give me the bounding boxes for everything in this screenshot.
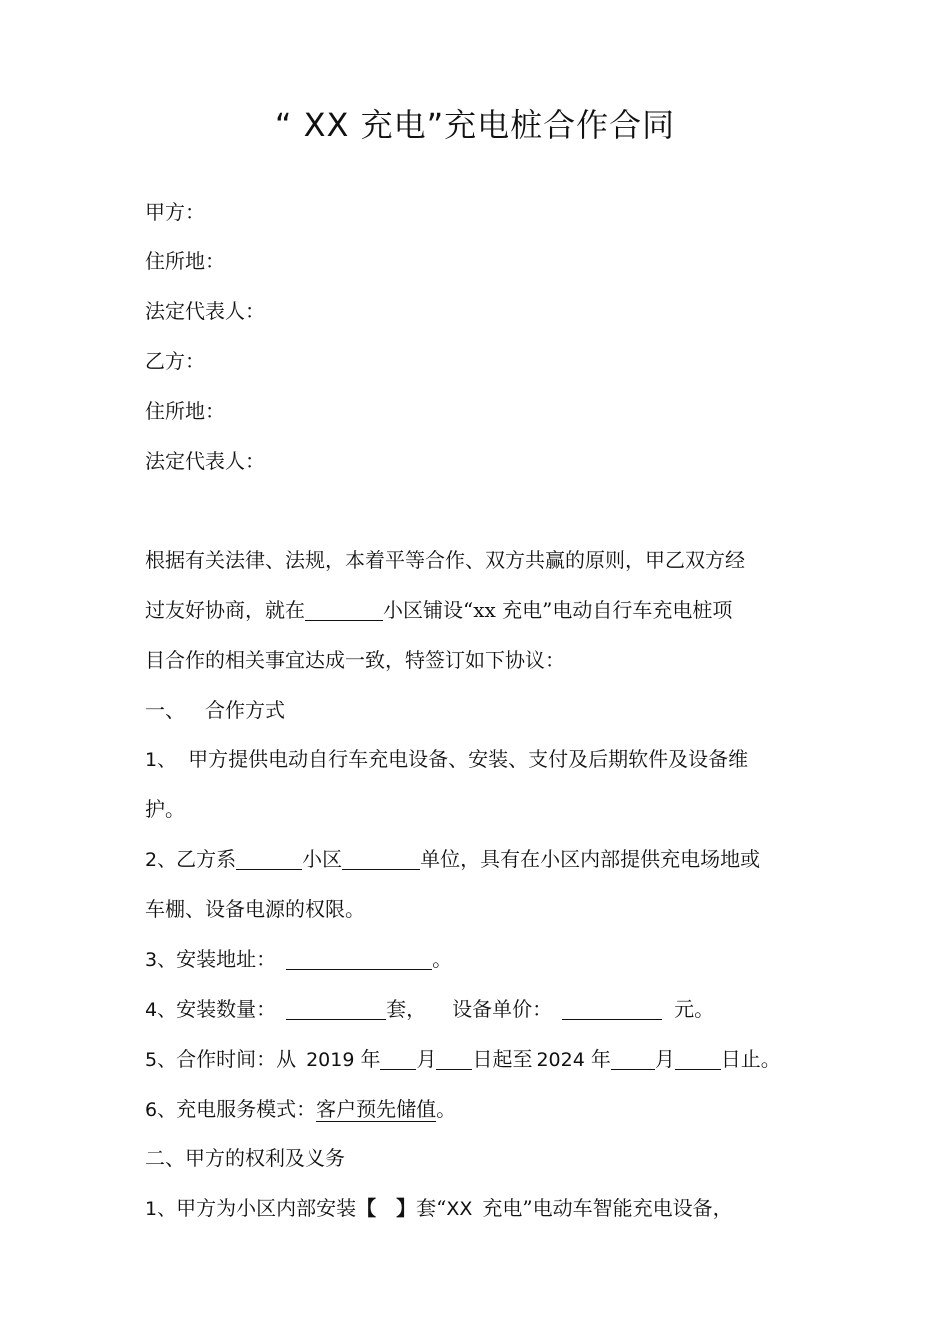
end-month-blank	[611, 1047, 655, 1070]
page-title: “ XX 充电”充电桩合作合同	[274, 106, 676, 144]
section-1-item-2-cont: 车棚、设备电源的权限。	[145, 897, 365, 921]
item-text: 设备单价：	[452, 997, 553, 1021]
brand-prefix: XX	[446, 1198, 473, 1220]
start-year: 2019	[306, 1049, 355, 1071]
item-text: 套，	[386, 997, 427, 1021]
party-a-rep-label: 法定代表人：	[145, 299, 265, 323]
unit-price-blank	[562, 997, 662, 1020]
item-number: 3、	[145, 949, 177, 971]
item-number: 4、	[145, 999, 177, 1021]
preamble-text: 小区铺设“xx 充电”电动自行车充电桩项	[383, 598, 733, 622]
preamble-text: 过友好协商，就在	[145, 598, 305, 622]
party-a-address-label: 住所地：	[145, 249, 225, 273]
section-1-item-6	[145, 1095, 456, 1124]
quantity-blank	[286, 997, 386, 1020]
item-text: 乙方系	[176, 847, 237, 871]
section-1-item-2	[145, 845, 760, 874]
section-1-item-5	[145, 1045, 781, 1074]
party-b-rep-label: 法定代表人：	[145, 449, 265, 473]
item-text: 月	[416, 1047, 437, 1071]
unit-blank	[342, 847, 420, 870]
item-text: 充电”电动车智能充电设备，	[482, 1196, 733, 1220]
item-text: 安装地址：	[176, 947, 277, 971]
item-number: 6、	[145, 1099, 177, 1121]
item-text: 。	[432, 947, 453, 971]
start-month-blank	[380, 1047, 416, 1070]
item-text: 甲方为小区内部安装	[176, 1196, 357, 1220]
party-a-label: 甲方：	[145, 200, 205, 224]
item-text: 年	[360, 1047, 381, 1071]
section-2-heading: 二、甲方的权利及义务	[145, 1146, 345, 1170]
preamble-line-2	[145, 596, 732, 624]
item-text: 年	[590, 1047, 611, 1071]
section-1-heading	[145, 696, 285, 724]
item-text: 合作时间：从	[176, 1047, 297, 1071]
item-text: 月	[654, 1047, 675, 1071]
section-1-item-3	[145, 945, 452, 974]
service-mode-value: 客户预先储值	[316, 1097, 437, 1121]
item-number: 2、	[145, 849, 177, 871]
item-text: 套“	[416, 1196, 447, 1220]
section-number: 一、	[145, 698, 185, 722]
section-1-item-1	[145, 745, 748, 774]
install-address-blank	[286, 947, 432, 970]
item-text: 日止。	[720, 1047, 781, 1071]
end-day-blank	[675, 1047, 721, 1070]
section-1-item-4	[145, 995, 714, 1024]
end-year: 2024	[536, 1049, 585, 1071]
party-b-label: 乙方：	[145, 349, 205, 373]
party-b-address-label: 住所地：	[145, 399, 225, 423]
item-number: 1、	[145, 1198, 177, 1220]
community-blank	[305, 598, 383, 621]
item-number: 1、	[145, 749, 177, 771]
preamble-line-3: 目合作的相关事宜达成一致，特签订如下协议：	[145, 648, 565, 672]
community-blank	[236, 847, 302, 870]
preamble-line-1: 根据有关法律、法规，本着平等合作、双方共赢的原则，甲乙双方经	[145, 548, 745, 572]
item-text: 。	[436, 1097, 457, 1121]
item-text: 单位，具有在小区内部提供充电场地或	[420, 847, 761, 871]
start-day-blank	[436, 1047, 472, 1070]
section-title: 合作方式	[205, 698, 285, 722]
item-text: 日起至	[472, 1047, 533, 1071]
item-text: 甲方提供电动自行车充电设备、安装、支付及后期软件及设备维	[188, 747, 749, 771]
section-1-item-1-cont: 护。	[145, 797, 185, 821]
item-text: 充电服务模式：	[176, 1097, 317, 1121]
item-text: 小区	[302, 847, 343, 871]
section-2-item-1	[145, 1194, 733, 1223]
quantity-bracket: 【 】	[356, 1196, 417, 1220]
item-text: 元。	[674, 997, 715, 1021]
item-text: 安装数量：	[176, 997, 277, 1021]
item-number: 5、	[145, 1049, 177, 1071]
